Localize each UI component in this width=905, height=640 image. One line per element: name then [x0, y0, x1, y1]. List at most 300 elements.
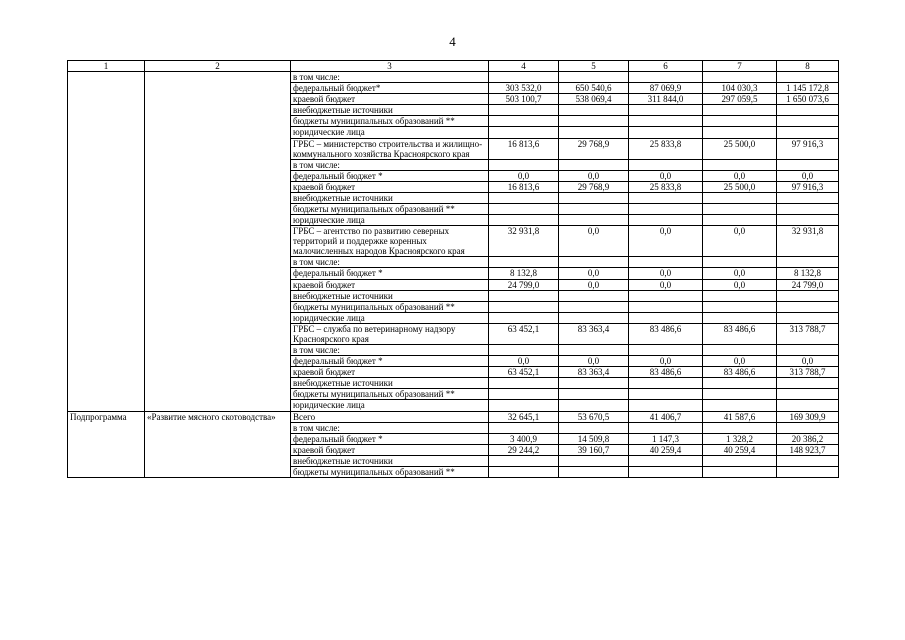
program-name-cell: [145, 181, 291, 192]
program-type-cell: [68, 378, 145, 389]
amount-cell: 97 916,3: [777, 181, 839, 192]
program-type-cell: [68, 455, 145, 466]
amount-cell: 40 259,4: [629, 444, 703, 455]
column-header: 3: [291, 61, 489, 72]
amount-cell: 39 160,7: [559, 444, 629, 455]
program-name-cell: [145, 367, 291, 378]
amount-cell: [559, 301, 629, 312]
amount-cell: 87 069,9: [629, 83, 703, 94]
amount-cell: 8 132,8: [489, 268, 559, 279]
amount-cell: 8 132,8: [777, 268, 839, 279]
amount-cell: [559, 466, 629, 477]
amount-cell: 24 799,0: [777, 279, 839, 290]
table-row: [68, 444, 839, 455]
amount-cell: 0,0: [559, 268, 629, 279]
amount-cell: [777, 389, 839, 400]
amount-cell: [777, 192, 839, 203]
funding-source-cell: в том числе:: [291, 159, 489, 170]
program-name-cell: [145, 116, 291, 127]
amount-cell: [777, 466, 839, 477]
program-name-cell: [145, 312, 291, 323]
table-header-row: [68, 61, 839, 72]
column-header: 4: [489, 61, 559, 72]
amount-cell: [559, 345, 629, 356]
program-name-cell: [145, 345, 291, 356]
table-row: [68, 422, 839, 433]
amount-cell: 0,0: [703, 279, 777, 290]
program-name-cell: [145, 466, 291, 477]
amount-cell: [489, 290, 559, 301]
program-type-cell: [68, 323, 145, 344]
amount-cell: 538 069,4: [559, 94, 629, 105]
program-name-cell: [145, 204, 291, 215]
program-name-cell: [145, 226, 291, 257]
program-name-cell: [145, 215, 291, 226]
program-type-cell: [68, 192, 145, 203]
amount-cell: [777, 422, 839, 433]
table-row: [68, 367, 839, 378]
amount-cell: 25 500,0: [703, 138, 777, 159]
program-name-cell: [145, 323, 291, 344]
amount-cell: [703, 204, 777, 215]
table-row: [68, 127, 839, 138]
amount-cell: [629, 466, 703, 477]
amount-cell: 16 813,6: [489, 138, 559, 159]
amount-cell: [777, 455, 839, 466]
amount-cell: 0,0: [629, 279, 703, 290]
program-type-cell: [68, 268, 145, 279]
funding-source-cell: внебюджетные источники: [291, 378, 489, 389]
program-type-cell: [68, 389, 145, 400]
amount-cell: 148 923,7: [777, 444, 839, 455]
funding-source-cell: юридические лица: [291, 312, 489, 323]
amount-cell: [777, 301, 839, 312]
amount-cell: 313 788,7: [777, 323, 839, 344]
funding-source-cell: внебюджетные источники: [291, 105, 489, 116]
table-row: [68, 257, 839, 268]
funding-source-cell: Всего: [291, 411, 489, 422]
table-row: [68, 301, 839, 312]
amount-cell: [559, 290, 629, 301]
amount-cell: [777, 312, 839, 323]
table-row: [68, 400, 839, 411]
amount-cell: [559, 378, 629, 389]
table-row: [68, 226, 839, 257]
amount-cell: 20 386,2: [777, 433, 839, 444]
amount-cell: [489, 215, 559, 226]
table-row: [68, 116, 839, 127]
amount-cell: [559, 422, 629, 433]
program-type-cell: [68, 116, 145, 127]
amount-cell: 0,0: [703, 356, 777, 367]
program-type-cell: [68, 105, 145, 116]
funding-source-cell: краевой бюджет: [291, 367, 489, 378]
program-name-cell: [145, 192, 291, 203]
amount-cell: [777, 400, 839, 411]
amount-cell: 650 540,6: [559, 83, 629, 94]
table-row: [68, 268, 839, 279]
funding-source-cell: в том числе:: [291, 257, 489, 268]
amount-cell: 0,0: [777, 170, 839, 181]
amount-cell: [489, 72, 559, 83]
page-number: 4: [449, 34, 456, 49]
program-type-cell: [68, 367, 145, 378]
amount-cell: 0,0: [489, 356, 559, 367]
program-name-cell: «Развитие мясного скотоводства»: [145, 411, 291, 422]
table-row: [68, 83, 839, 94]
funding-source-cell: бюджеты муниципальных образований **: [291, 204, 489, 215]
amount-cell: 16 813,6: [489, 181, 559, 192]
amount-cell: [489, 389, 559, 400]
amount-cell: [489, 400, 559, 411]
amount-cell: [703, 257, 777, 268]
amount-cell: 53 670,5: [559, 411, 629, 422]
amount-cell: [629, 455, 703, 466]
amount-cell: 83 363,4: [559, 323, 629, 344]
amount-cell: [629, 400, 703, 411]
funding-source-cell: внебюджетные источники: [291, 455, 489, 466]
program-type-cell: [68, 301, 145, 312]
program-name-cell: [145, 83, 291, 94]
program-type-cell: [68, 127, 145, 138]
table-row: [68, 356, 839, 367]
amount-cell: [489, 127, 559, 138]
amount-cell: [489, 345, 559, 356]
program-name-cell: [145, 105, 291, 116]
table-row: [68, 192, 839, 203]
amount-cell: [489, 466, 559, 477]
amount-cell: [489, 116, 559, 127]
column-header: 1: [68, 61, 145, 72]
amount-cell: [703, 389, 777, 400]
amount-cell: [703, 422, 777, 433]
amount-cell: [629, 116, 703, 127]
amount-cell: 83 486,6: [629, 367, 703, 378]
program-name-cell: [145, 400, 291, 411]
funding-source-cell: краевой бюджет: [291, 94, 489, 105]
amount-cell: 0,0: [703, 226, 777, 257]
table-row: [68, 138, 839, 159]
amount-cell: 1 650 073,6: [777, 94, 839, 105]
program-name-cell: [145, 290, 291, 301]
table-row: [68, 411, 839, 422]
amount-cell: [489, 105, 559, 116]
program-type-cell: [68, 138, 145, 159]
amount-cell: [629, 192, 703, 203]
amount-cell: [559, 257, 629, 268]
program-type-cell: [68, 159, 145, 170]
program-name-cell: [145, 422, 291, 433]
program-name-cell: [145, 257, 291, 268]
column-header: 2: [145, 61, 291, 72]
program-name-cell: [145, 159, 291, 170]
amount-cell: 303 532,0: [489, 83, 559, 94]
program-type-cell: [68, 400, 145, 411]
amount-cell: 83 486,6: [629, 323, 703, 344]
funding-source-cell: бюджеты муниципальных образований **: [291, 466, 489, 477]
amount-cell: 169 309,9: [777, 411, 839, 422]
amount-cell: 3 400,9: [489, 433, 559, 444]
program-type-cell: [68, 94, 145, 105]
amount-cell: [559, 455, 629, 466]
amount-cell: 29 768,9: [559, 138, 629, 159]
amount-cell: 1 145 172,8: [777, 83, 839, 94]
amount-cell: 0,0: [777, 356, 839, 367]
amount-cell: 0,0: [489, 170, 559, 181]
amount-cell: [489, 422, 559, 433]
table-row: [68, 215, 839, 226]
amount-cell: [703, 192, 777, 203]
program-type-cell: [68, 215, 145, 226]
amount-cell: [629, 301, 703, 312]
amount-cell: [777, 105, 839, 116]
amount-cell: [489, 204, 559, 215]
funding-source-cell: ГРБС – министерство строительства и жилищно-коммунального хозяйства Красноярского края: [291, 138, 489, 159]
program-name-cell: [145, 356, 291, 367]
funding-source-cell: федеральный бюджет *: [291, 170, 489, 181]
amount-cell: [777, 378, 839, 389]
amount-cell: 25 833,8: [629, 181, 703, 192]
program-type-cell: [68, 257, 145, 268]
amount-cell: [559, 215, 629, 226]
table-row: [68, 204, 839, 215]
program-name-cell: [145, 389, 291, 400]
amount-cell: [703, 105, 777, 116]
amount-cell: 83 486,6: [703, 367, 777, 378]
amount-cell: [559, 204, 629, 215]
amount-cell: [489, 312, 559, 323]
program-type-cell: [68, 356, 145, 367]
amount-cell: [777, 257, 839, 268]
amount-cell: 503 100,7: [489, 94, 559, 105]
funding-source-cell: юридические лица: [291, 127, 489, 138]
funding-source-cell: федеральный бюджет *: [291, 356, 489, 367]
amount-cell: [629, 72, 703, 83]
amount-cell: [703, 215, 777, 226]
table-row: [68, 290, 839, 301]
amount-cell: [703, 466, 777, 477]
amount-cell: 0,0: [629, 226, 703, 257]
amount-cell: [629, 127, 703, 138]
table-row: [68, 170, 839, 181]
amount-cell: [629, 105, 703, 116]
amount-cell: [489, 159, 559, 170]
amount-cell: [703, 290, 777, 301]
amount-cell: 97 916,3: [777, 138, 839, 159]
funding-source-cell: краевой бюджет: [291, 279, 489, 290]
program-type-cell: [68, 444, 145, 455]
amount-cell: 41 587,6: [703, 411, 777, 422]
program-type-cell: [68, 422, 145, 433]
program-type-cell: [68, 83, 145, 94]
funding-source-cell: юридические лица: [291, 400, 489, 411]
amount-cell: 32 931,8: [489, 226, 559, 257]
amount-cell: 0,0: [703, 170, 777, 181]
funding-source-cell: бюджеты муниципальных образований **: [291, 116, 489, 127]
amount-cell: 1 328,2: [703, 433, 777, 444]
program-name-cell: [145, 378, 291, 389]
funding-source-cell: бюджеты муниципальных образований **: [291, 389, 489, 400]
amount-cell: [703, 400, 777, 411]
column-header: 6: [629, 61, 703, 72]
amount-cell: [629, 204, 703, 215]
program-name-cell: [145, 268, 291, 279]
amount-cell: 0,0: [629, 170, 703, 181]
amount-cell: [489, 192, 559, 203]
amount-cell: [629, 257, 703, 268]
amount-cell: [559, 400, 629, 411]
funding-source-cell: федеральный бюджет*: [291, 83, 489, 94]
funding-source-cell: ГРБС – служба по ветеринарному надзору Красноярского края: [291, 323, 489, 344]
amount-cell: [559, 116, 629, 127]
amount-cell: 0,0: [559, 226, 629, 257]
amount-cell: [703, 127, 777, 138]
amount-cell: [489, 455, 559, 466]
amount-cell: 313 788,7: [777, 367, 839, 378]
table-row: [68, 181, 839, 192]
table-row: [68, 323, 839, 344]
amount-cell: 29 244,2: [489, 444, 559, 455]
amount-cell: [629, 312, 703, 323]
amount-cell: 63 452,1: [489, 367, 559, 378]
table-row: [68, 105, 839, 116]
amount-cell: [777, 215, 839, 226]
amount-cell: [703, 159, 777, 170]
amount-cell: 104 030,3: [703, 83, 777, 94]
amount-cell: [629, 389, 703, 400]
amount-cell: [629, 378, 703, 389]
program-type-cell: [68, 72, 145, 83]
amount-cell: [489, 301, 559, 312]
program-type-cell: [68, 170, 145, 181]
funding-source-cell: юридические лица: [291, 215, 489, 226]
amount-cell: 0,0: [703, 268, 777, 279]
amount-cell: [489, 378, 559, 389]
program-type-cell: [68, 312, 145, 323]
amount-cell: 41 406,7: [629, 411, 703, 422]
amount-cell: [559, 312, 629, 323]
amount-cell: [629, 159, 703, 170]
amount-cell: [629, 345, 703, 356]
amount-cell: [559, 105, 629, 116]
amount-cell: 0,0: [559, 356, 629, 367]
program-name-cell: [145, 94, 291, 105]
amount-cell: [559, 192, 629, 203]
amount-cell: [777, 204, 839, 215]
program-type-cell: Подпрограмма: [68, 411, 145, 422]
funding-source-cell: ГРБС – агентство по развитию северных территорий и поддержке коренных малочисленных народов Красноярского края: [291, 226, 489, 257]
amount-cell: [703, 116, 777, 127]
amount-cell: [777, 159, 839, 170]
amount-cell: 311 844,0: [629, 94, 703, 105]
amount-cell: 32 931,8: [777, 226, 839, 257]
amount-cell: 25 500,0: [703, 181, 777, 192]
budget-table: [67, 60, 839, 478]
amount-cell: [559, 72, 629, 83]
funding-source-cell: внебюджетные источники: [291, 192, 489, 203]
program-type-cell: [68, 181, 145, 192]
funding-source-cell: в том числе:: [291, 345, 489, 356]
amount-cell: 297 059,5: [703, 94, 777, 105]
program-name-cell: [145, 444, 291, 455]
amount-cell: [703, 378, 777, 389]
amount-cell: [629, 215, 703, 226]
table-row: [68, 72, 839, 83]
table-row: [68, 94, 839, 105]
program-type-cell: [68, 226, 145, 257]
amount-cell: 83 486,6: [703, 323, 777, 344]
amount-cell: 63 452,1: [489, 323, 559, 344]
program-type-cell: [68, 466, 145, 477]
program-type-cell: [68, 345, 145, 356]
funding-source-cell: краевой бюджет: [291, 181, 489, 192]
amount-cell: [703, 345, 777, 356]
funding-source-cell: федеральный бюджет *: [291, 433, 489, 444]
amount-cell: [629, 290, 703, 301]
table-row: [68, 312, 839, 323]
amount-cell: [489, 257, 559, 268]
amount-cell: [703, 455, 777, 466]
table-row: [68, 159, 839, 170]
amount-cell: [559, 127, 629, 138]
amount-cell: [777, 116, 839, 127]
amount-cell: [777, 290, 839, 301]
program-type-cell: [68, 433, 145, 444]
funding-source-cell: внебюджетные источники: [291, 290, 489, 301]
amount-cell: 25 833,8: [629, 138, 703, 159]
funding-source-cell: в том числе:: [291, 72, 489, 83]
amount-cell: 1 147,3: [629, 433, 703, 444]
program-name-cell: [145, 170, 291, 181]
funding-source-cell: в том числе:: [291, 422, 489, 433]
amount-cell: 0,0: [629, 268, 703, 279]
table-row: [68, 389, 839, 400]
amount-cell: 29 768,9: [559, 181, 629, 192]
program-name-cell: [145, 279, 291, 290]
amount-cell: [559, 159, 629, 170]
program-name-cell: [145, 301, 291, 312]
column-header: 8: [777, 61, 839, 72]
program-type-cell: [68, 204, 145, 215]
amount-cell: [703, 72, 777, 83]
amount-cell: 0,0: [559, 279, 629, 290]
funding-source-cell: краевой бюджет: [291, 444, 489, 455]
program-type-cell: [68, 279, 145, 290]
amount-cell: 0,0: [559, 170, 629, 181]
table-row: [68, 433, 839, 444]
amount-cell: [629, 422, 703, 433]
amount-cell: 40 259,4: [703, 444, 777, 455]
table-row: [68, 279, 839, 290]
amount-cell: [703, 301, 777, 312]
amount-cell: [777, 72, 839, 83]
program-name-cell: [145, 455, 291, 466]
amount-cell: 32 645,1: [489, 411, 559, 422]
amount-cell: 0,0: [629, 356, 703, 367]
program-name-cell: [145, 138, 291, 159]
amount-cell: [777, 127, 839, 138]
program-name-cell: [145, 127, 291, 138]
table-row: [68, 466, 839, 477]
table-row: [68, 345, 839, 356]
amount-cell: [703, 312, 777, 323]
column-header: 7: [703, 61, 777, 72]
table-row: [68, 455, 839, 466]
funding-source-cell: федеральный бюджет *: [291, 268, 489, 279]
program-name-cell: [145, 72, 291, 83]
column-header: 5: [559, 61, 629, 72]
amount-cell: [559, 389, 629, 400]
